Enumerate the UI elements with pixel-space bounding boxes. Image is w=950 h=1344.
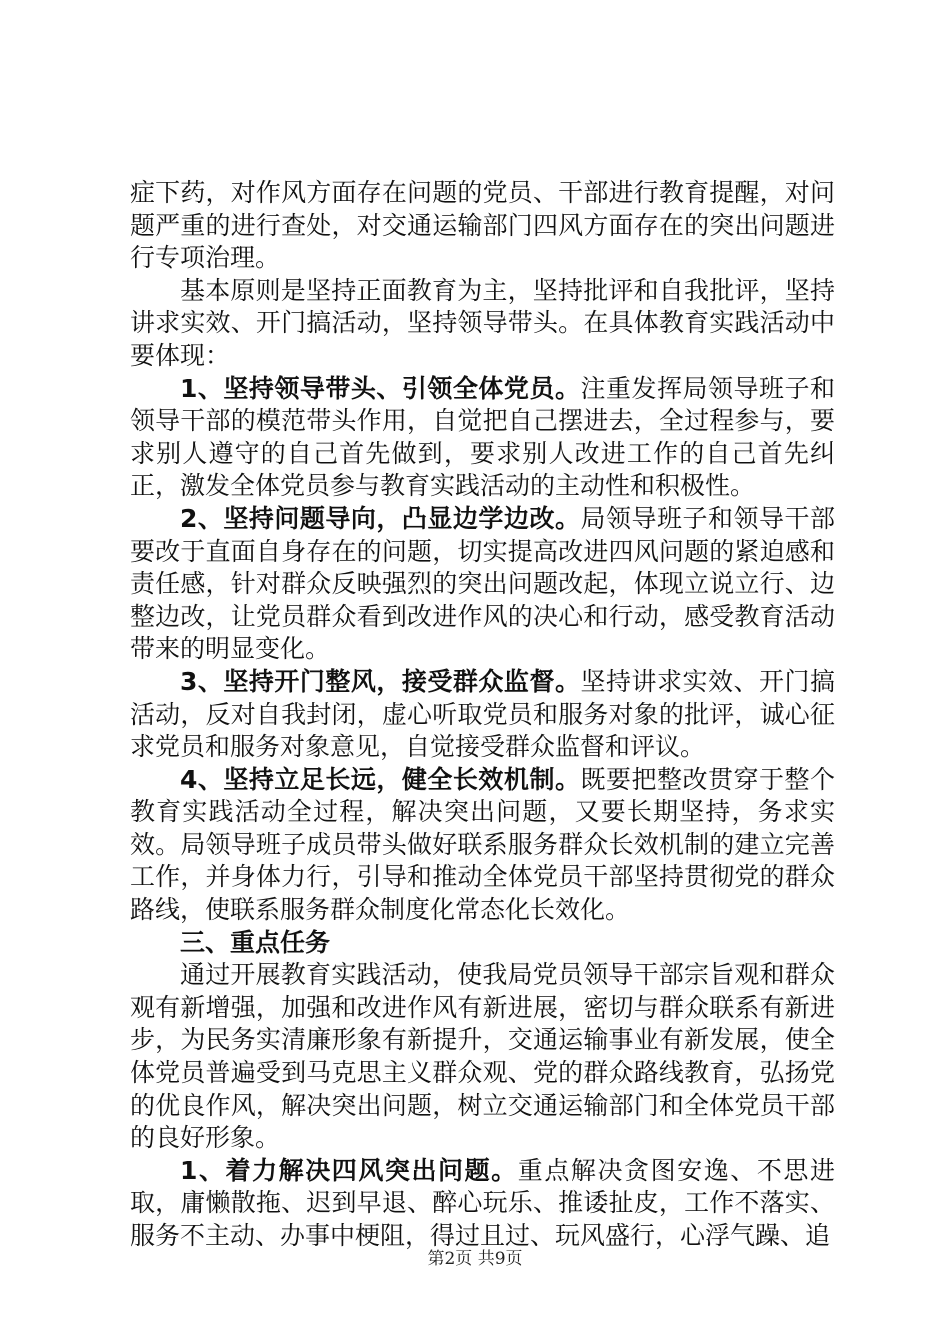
paragraph-lead: 2、坚持问题导向，凸显边学边改。 xyxy=(180,503,581,533)
paragraph-lead: 1、着力解决四风突出问题。 xyxy=(180,1155,518,1185)
paragraph-text: 基本原则是坚持正面教育为主，坚持批评和自我批评，坚持讲求实效、开门搞活动，坚持领导带头。在具体教育实践活动中要体现： xyxy=(130,275,835,370)
paragraph-text: 注重发挥局领导班子和领导干部的模范带头作用，自觉把自己摆进去，全过程参与，要求别人遵守的自己首先做到，要求别人改进工作的自己首先纠正，激发全体党员参与教育实践活动的主动性和积极性。 xyxy=(130,373,835,501)
paragraph-text: 坚持讲求实效、开门搞活动，反对自我封闭，虚心听取党员和服务对象的批评，诚心征求党员和服务对象意见，自觉接受群众监督和评议。 xyxy=(130,666,835,762)
paragraph-lead: 1、坚持领导带头、引领全体党员。 xyxy=(180,373,581,403)
paragraph-continuation xyxy=(130,177,835,275)
paragraph-task-1 xyxy=(130,1155,835,1253)
paragraph-principle-2 xyxy=(130,503,835,666)
paragraph-tasks-intro xyxy=(130,959,835,1155)
paragraph-principle-1 xyxy=(130,373,835,503)
paragraph-text: 重点解决贪图安逸、不思进取，庸懒散拖、迟到早退、醉心玩乐、推诿扯皮，工作不落实、服务不主动、办事中梗阻，得过且过、玩风盛行，心浮气躁、追 xyxy=(130,1155,835,1250)
section-heading-text: 三、重点任务 xyxy=(180,927,331,957)
document-body xyxy=(130,177,835,1253)
paragraph-text: 既要把整改贯穿于整个教育实践活动全过程，解决突出问题，又要长期坚持，务求实效。局领导班子成员带头做好联系服务群众长效机制的建立完善工作，并身体力行，引导和推动全体党员干部坚持贯彻党的群众路线，使联系服务群众制度化常态化长效化。 xyxy=(130,764,835,925)
paragraph-principle-3 xyxy=(130,666,835,764)
paragraph-text: 症下药，对作风方面存在问题的党员、干部进行教育提醒，对问题严重的进行查处，对交通运输部门四风方面存在的突出问题进行专项治理。 xyxy=(130,178,835,273)
paragraph-principle-4 xyxy=(130,764,835,927)
paragraph-lead: 4、坚持立足长远，健全长效机制。 xyxy=(180,764,581,794)
paragraph-text: 通过开展教育实践活动，使我局党员领导干部宗旨观和群众观有新增强，加强和改进作风有新进展，密切与群众联系有新进步，为民务实清廉形象有新提升，交通运输事业有新发展，使全体党员普遍受到马克思主义群众观、党的群众路线教育，弘扬党的优良作风，解决突出问题，树立交通运输部门和全体党员干部的良好形象。 xyxy=(130,960,835,1153)
paragraph-principles xyxy=(130,275,835,373)
paragraph-lead: 3、坚持开门整风，接受群众监督。 xyxy=(180,666,581,696)
section-heading xyxy=(130,927,835,960)
page-footer: 第2页 共9页 xyxy=(427,1249,523,1269)
paragraph-text: 局领导班子和领导干部要改于直面自身存在的问题，切实提高改进四风问题的紧迫感和责任感，针对群众反映强烈的突出问题改起，体现立说立行、边整边改，让党员群众看到改进作风的决心和行动，感受教育活动带来的明显变化。 xyxy=(130,503,835,664)
